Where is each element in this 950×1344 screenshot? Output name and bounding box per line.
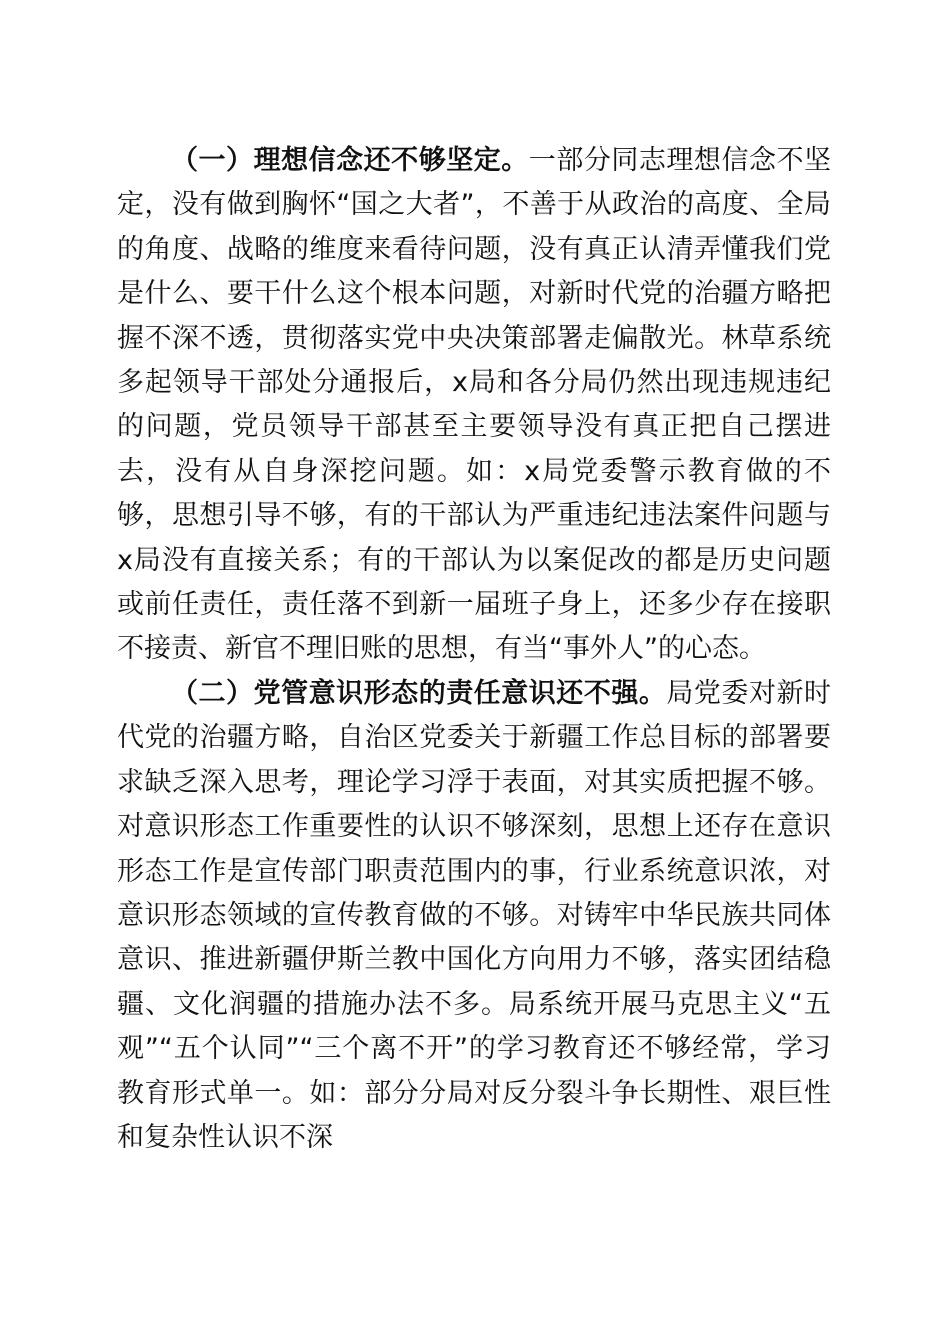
section-body-2: 局党委对新时代党的治疆方略，自治区党委关于新疆工作总目标的部署要求缺乏深入思考，理论学习浮于表面，对其实质把握不够。对意识形态工作重要性的认识不够深刻，思想上还存在意识形态工作是宣传部门职责范围内的事，行业系统意识浓，对意识形态领域的宣传教育做的不够。对铸牢中华民族共同体意识、推进新疆伊斯兰教中国化方向用力不够，落实团结稳疆、文化润疆的措施办法不多。局系统开展马克思主义“五观”“五个认同”“三个离不开”的学习教育还不够经常，学习教育形式单一。如：部分分局对反分裂斗争长期性、艰巨性和复杂性认识不深 xyxy=(117,677,831,1153)
paragraph-2 xyxy=(117,672,831,1160)
paragraph-1 xyxy=(117,139,831,672)
section-heading-1: （一）理想信念还不够坚定。 xyxy=(171,145,529,176)
section-body-1: 一部分同志理想信念不坚定，没有做到胸怀“国之大者”，不善于从政治的高度、全局的角度、战略的维度来看待问题，没有真正认清弄懂我们党是什么、要干什么这个根本问题，对新时代党的治疆方略把握不深不透，贯彻落实党中央决策部署走偏散光。林草系统多起领导干部处分通报后，x局和各分局仍然出现违规违纪的问题，党员领导干部甚至主要领导没有真正把自己摆进去，没有从自身深挖问题。如：x局党委警示教育做的不够，思想引导不够，有的干部认为严重违纪违法案件问题与x局没有直接关系；有的干部认为以案促改的都是历史问题或前任责任，责任落不到新一届班子身上，还多少存在接职不接责、新官不理旧账的思想，有当“事外人”的心态。 xyxy=(117,145,832,665)
section-heading-2: （二）党管意识形态的责任意识还不强。 xyxy=(171,677,667,709)
document-body xyxy=(117,139,831,1160)
